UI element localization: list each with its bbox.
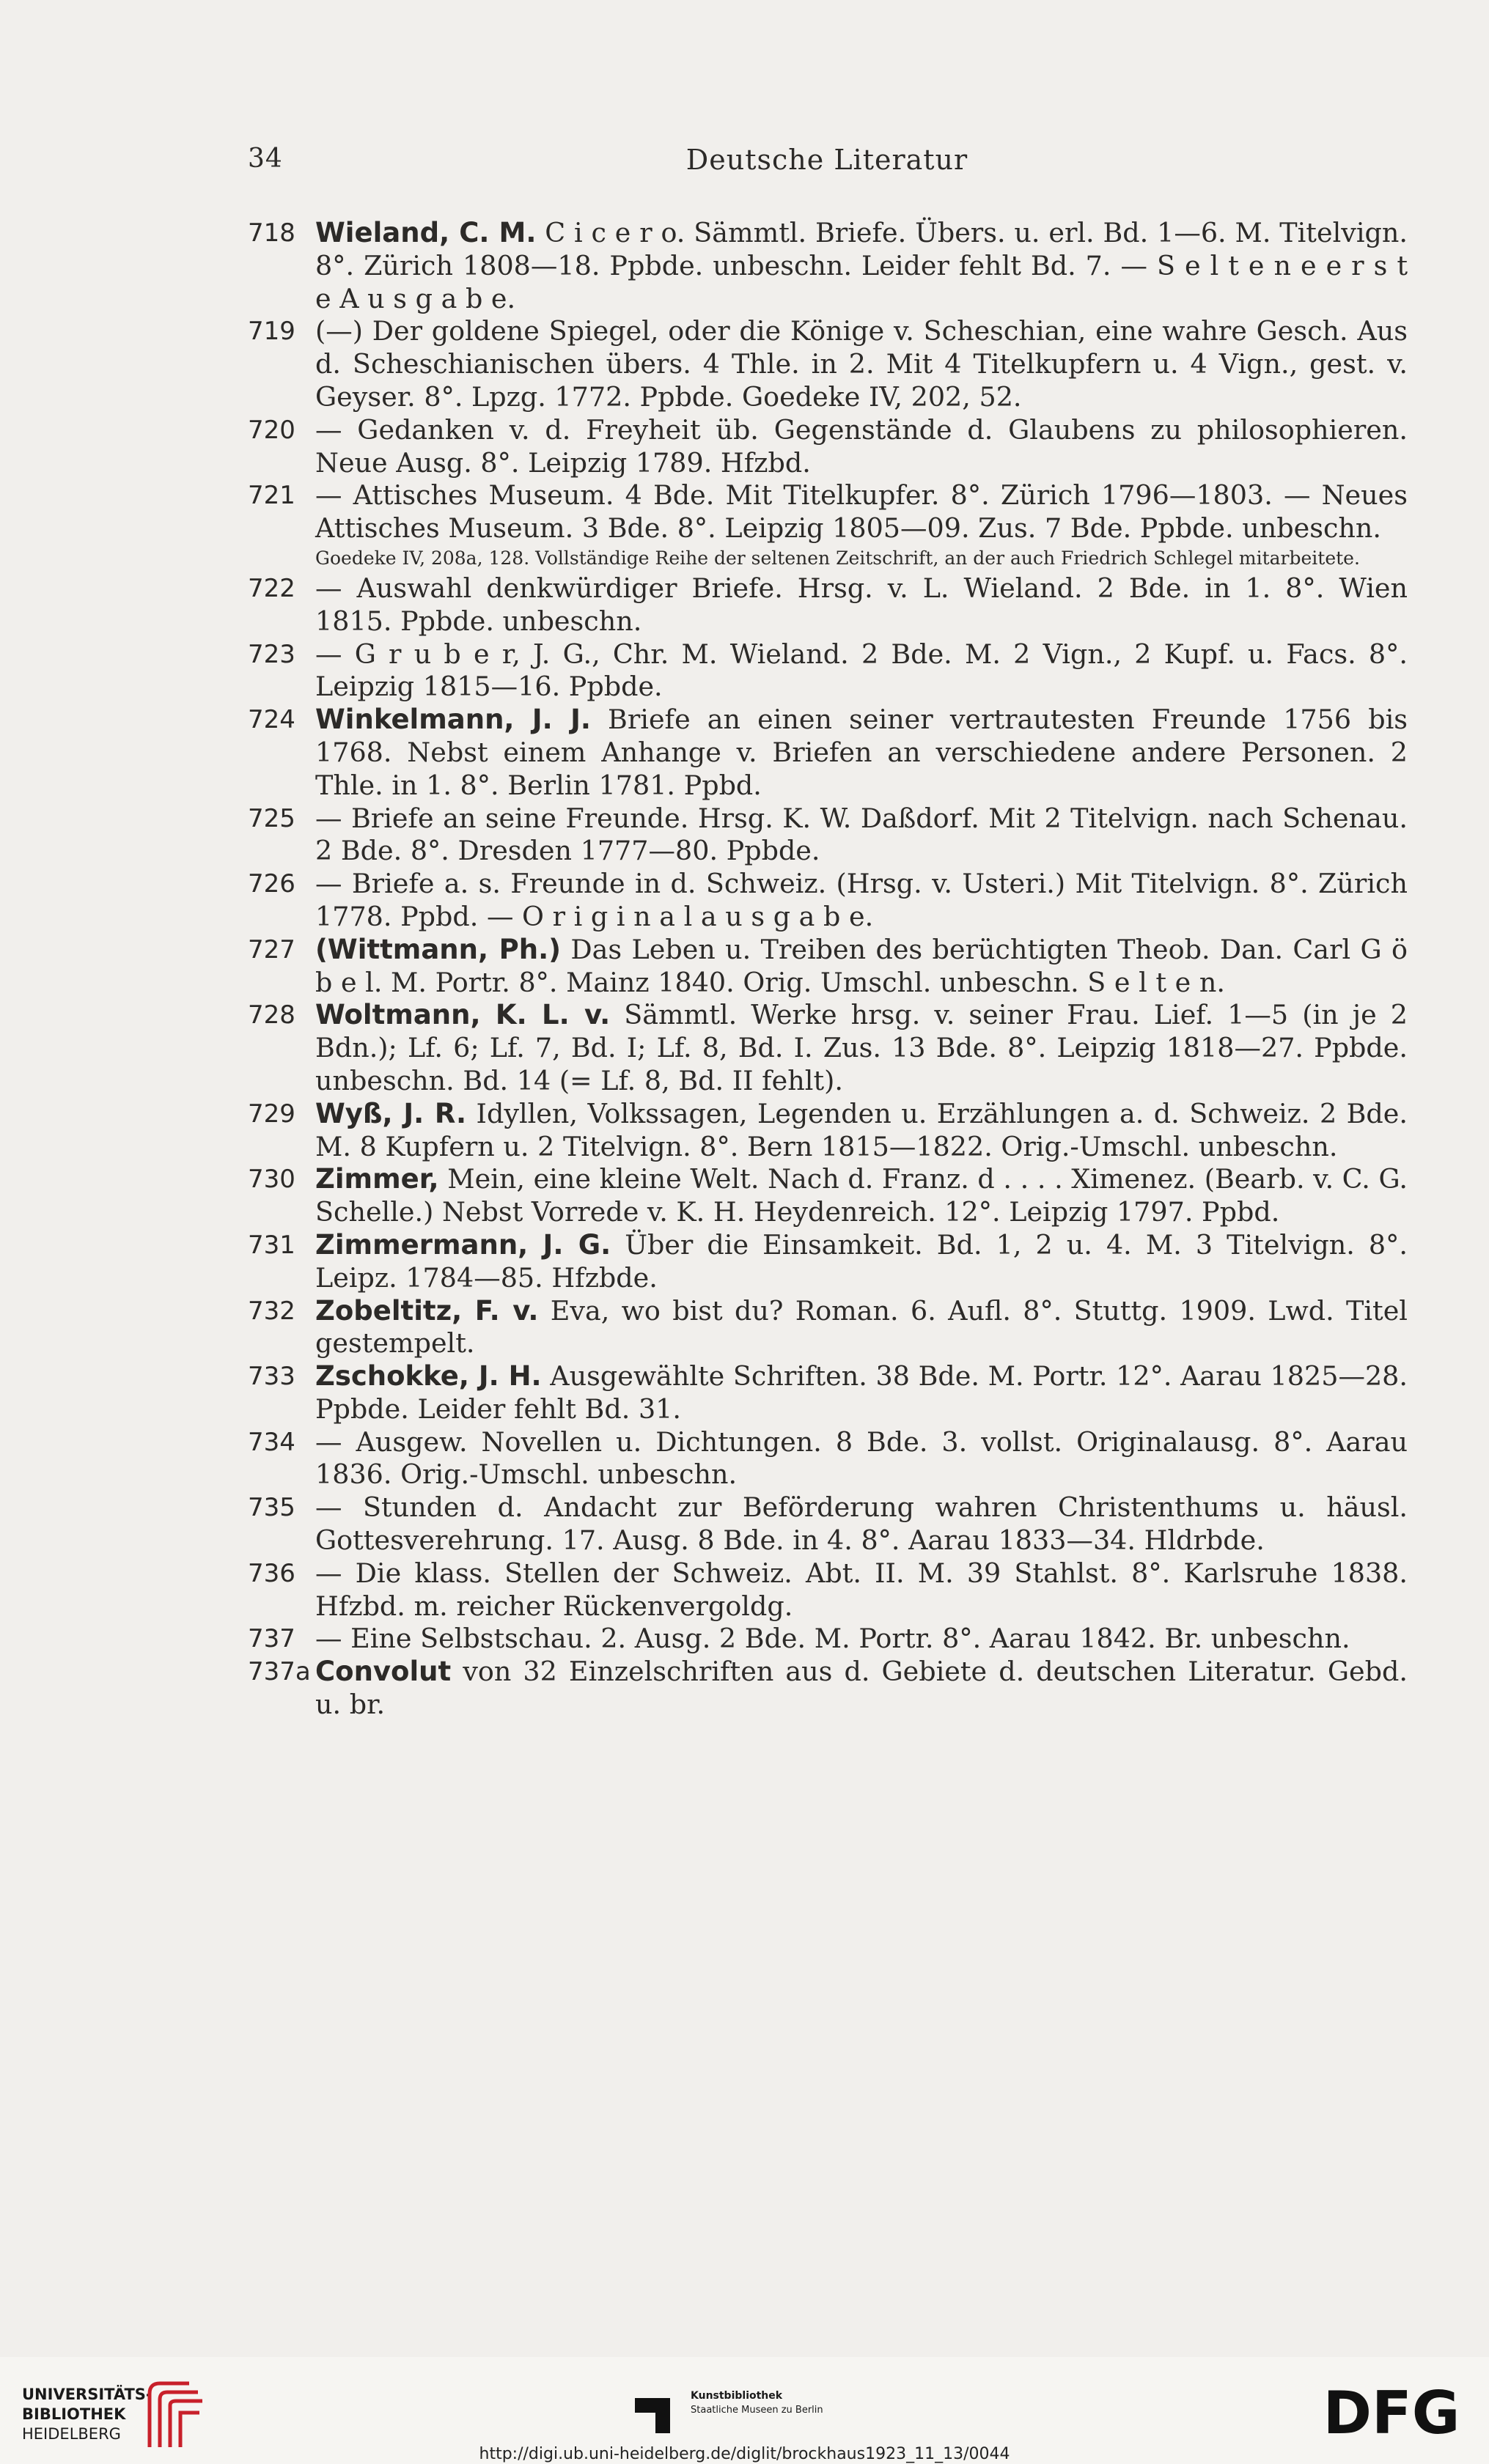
catalog-entry	[248, 315, 1408, 413]
entry-description: Briefe an einen seiner vertrautesten Freunde 1756 bis 1768. Nebst einem Anhange v. Briefen an verschiedene andere Personen. 2 Thle. in 1. 8°. Berlin 1781. Ppbd.	[315, 704, 1408, 801]
entry-number: 726	[248, 869, 295, 899]
entry-author: (Wittmann, Ph.)	[315, 933, 562, 965]
entry-number: 733	[248, 1362, 295, 1392]
kunstbibliothek-line: Staatliche Museen zu Berlin	[691, 2405, 823, 2416]
entry-number: 722	[248, 573, 295, 603]
catalog-entry	[248, 638, 1408, 704]
entry-description: — Eine Selbstschau. 2. Ausg. 2 Bde. M. Portr. 8°. Aarau 1842. Br. unbeschn.	[315, 1623, 1350, 1655]
catalog-entry	[248, 1229, 1408, 1295]
entry-description: (—) Der goldene Spiegel, oder die Könige v. Scheschian, eine wahre Gesch. Aus d. Scheschianischen übers. 4 Thle. in 2. Mit 4 Titelkupfern u. 4 Vign., gest. v. Geyser. 8°. Lpzg. 1772. Ppbde. Goedeke IV, 202, 52.	[315, 315, 1408, 413]
entry-description: Eva, wo bist du? Roman. 6. Aufl. 8°. Stuttg. 1909. Lwd. Titel gestempelt.	[315, 1294, 1408, 1360]
entry-description: C i c e r o. Sämmtl. Briefe. Übers. u. erl. Bd. 1—6. M. Titelvign. 8°. Zürich 1808—18. Ppbde. unbeschn. Leider fehlt Bd. 7. — S e l t e n e e r s t e A u s g a b e.	[315, 217, 1408, 314]
catalog-entry	[248, 999, 1408, 1097]
catalog-entry	[248, 572, 1408, 638]
page-number: 34	[248, 144, 283, 174]
entry-number: 721	[248, 481, 295, 511]
entry-number: 728	[248, 1000, 295, 1030]
entry-number: 736	[248, 1558, 295, 1588]
entry-description: — G r u b e r, J. G., Chr. M. Wieland. 2 Bde. M. 2 Vign., 2 Kupf. u. Facs. 8°. Leipzig 1815—16. Ppbde.	[315, 638, 1408, 703]
entry-author: Zschokke, J. H.	[315, 1360, 542, 1393]
catalog-entries	[248, 217, 1408, 1722]
catalog-entry	[248, 414, 1408, 480]
entry-number: 730	[248, 1165, 295, 1195]
entry-description: Ausgewählte Schriften. 38 Bde. M. Portr. 12°. Aarau 1825—28. Ppbde. Leider fehlt Bd. 31.	[315, 1360, 1408, 1425]
entry-author: Winkelmann, J. J.	[315, 704, 591, 736]
source-url-link[interactable]: http://digi.ub.uni-heidelberg.de/diglit/brockhaus1923_11_13/0044	[479, 2445, 1010, 2463]
entry-description: Mein, eine kleine Welt. Nach d. Franz. d . . . . Ximenez. (Bearb. v. C. G. Schelle.) Nebst Vorrede v. K. H. Heydenreich. 12°. Leipzig 1797. Ppbd.	[315, 1163, 1408, 1228]
entry-description: — Die klass. Stellen der Schweiz. Abt. II. M. 39 Stahlst. 8°. Karlsruhe 1838. Hfzbd. m. reicher Rückenvergoldg.	[315, 1557, 1408, 1622]
catalog-entry	[248, 868, 1408, 934]
entry-number: 734	[248, 1427, 295, 1457]
entry-author: Zimmer,	[315, 1163, 439, 1195]
entry-description: Das Leben u. Treiben des berüchtigten Theob. Dan. Carl G ö b e l. M. Portr. 8°. Mainz 1840. Orig. Umschl. unbeschn. S e l t e n.	[315, 933, 1408, 998]
entry-author: Wyß, J. R.	[315, 1097, 467, 1129]
entry-description: Über die Einsamkeit. Bd. 1, 2 u. 4. M. 3 Titelvign. 8°. Leipz. 1784—85. Hfzbde.	[315, 1228, 1408, 1294]
entry-number: 724	[248, 705, 295, 735]
catalog-entry	[248, 479, 1408, 569]
entry-description: — Ausgew. Novellen u. Dichtungen. 8 Bde. 3. vollst. Originalausg. 8°. Aarau 1836. Orig.-Umschl. unbeschn.	[315, 1425, 1408, 1491]
dfg-logo-text: DFG	[1323, 2385, 1460, 2439]
dfg-logo	[1311, 2385, 1472, 2439]
entry-number: 719	[248, 317, 295, 347]
kunstbibliothek-logo-text	[691, 2389, 823, 2417]
university-library-logo-text	[22, 2385, 152, 2444]
entry-number: 723	[248, 639, 295, 669]
entry-note: Goedeke IV, 208a, 128. Vollständige Reihe der seltenen Zeitschrift, an der auch Friedrich Schlegel mitarbeitete.	[315, 547, 1360, 569]
entry-description: Sämmtl. Werke hrsg. v. seiner Frau. Lief. 1—5 (in je 2 Bdn.); Lf. 6; Lf. 7, Bd. I; Lf. 8, Bd. I. Zus. 13 Bde. 8°. Leipzig 1818—27. Ppbde. unbeschn. Bd. 14 (= Lf. 8, Bd. II fehlt).	[315, 999, 1408, 1096]
university-line: HEIDELBERG	[22, 2425, 121, 2443]
catalog-entry	[248, 1098, 1408, 1164]
university-line: UNIVERSITÄTS-	[22, 2386, 152, 2403]
entry-number: 727	[248, 934, 295, 964]
page-header	[248, 144, 1406, 185]
university-logo-icon	[144, 2378, 204, 2451]
catalog-entry	[248, 1163, 1408, 1229]
catalog-entry	[248, 217, 1408, 315]
entry-number: 731	[248, 1230, 295, 1260]
entry-number: 729	[248, 1099, 295, 1129]
catalog-entry	[248, 1360, 1408, 1426]
entry-author: Zimmermann, J. G.	[315, 1228, 611, 1261]
catalog-entry	[248, 1656, 1408, 1722]
entry-number: 735	[248, 1493, 295, 1523]
catalog-entry	[248, 934, 1408, 1000]
running-title: Deutsche Literatur	[685, 144, 968, 176]
catalog-entry	[248, 1426, 1408, 1492]
entry-number: 732	[248, 1296, 295, 1326]
entry-description: — Attisches Museum. 4 Bde. Mit Titelkupfer. 8°. Zürich 1796—1803. — Neues Attisches Museum. 3 Bde. 8°. Leipzig 1805—09. Zus. 7 Bde. Ppbde. unbeschn.	[315, 479, 1408, 545]
entry-number: 718	[248, 218, 295, 248]
entry-number: 737a	[248, 1657, 311, 1687]
university-line: BIBLIOTHEK	[22, 2405, 126, 2423]
entry-description: von 32 Einzelschriften aus d. Gebiete d. deutschen Literatur. Gebd. u. br.	[315, 1656, 1408, 1721]
entry-description: — Auswahl denkwürdiger Briefe. Hrsg. v. L. Wieland. 2 Bde. in 1. 8°. Wien 1815. Ppbde. unbeschn.	[315, 572, 1408, 637]
kunstbibliothek-line: Kunstbibliothek	[691, 2390, 783, 2402]
catalog-entry	[248, 1623, 1408, 1656]
entry-author: Wieland, C. M.	[315, 217, 537, 248]
catalog-entry	[248, 1295, 1408, 1361]
entry-description: — Stunden d. Andacht zur Beförderung wahren Christenthums u. häusl. Gottesverehrung. 17. Ausg. 8 Bde. in 4. 8°. Aarau 1833—34. Hldrbde.	[315, 1491, 1408, 1557]
catalog-entry	[248, 803, 1408, 868]
kunstbibliothek-logo-icon	[635, 2398, 670, 2433]
entry-author: Convolut	[315, 1656, 452, 1688]
catalog-entry	[248, 1491, 1408, 1557]
entry-author: Woltmann, K. L. v.	[315, 999, 611, 1031]
entry-number: 720	[248, 415, 295, 445]
entry-description: Idyllen, Volkssagen, Legenden u. Erzählungen a. d. Schweiz. 2 Bde. M. 8 Kupfern u. 2 Titelvign. 8°. Bern 1815—1822. Orig.-Umschl. unbeschn.	[315, 1097, 1408, 1162]
catalog-entry	[248, 1557, 1408, 1623]
entry-author: Zobeltitz, F. v.	[315, 1294, 539, 1327]
entry-description: — Briefe an seine Freunde. Hrsg. K. W. Daßdorf. Mit 2 Titelvign. nach Schenau. 2 Bde. 8°. Dresden 1777—80. Ppbde.	[315, 802, 1408, 867]
entry-number: 737	[248, 1624, 295, 1654]
footer-bar	[0, 2357, 1489, 2464]
entry-description: — Briefe a. s. Freunde in d. Schweiz. (Hrsg. v. Usteri.) Mit Titelvign. 8°. Zürich 1778. Ppbd. — O r i g i n a l a u s g a b e.	[315, 868, 1408, 932]
entry-number: 725	[248, 803, 295, 833]
entry-description: — Gedanken v. d. Freyheit üb. Gegenstände d. Glaubens zu philosophieren. Neue Ausg. 8°. Leipzig 1789. Hfzbd.	[315, 413, 1408, 479]
catalog-entry	[248, 704, 1408, 802]
